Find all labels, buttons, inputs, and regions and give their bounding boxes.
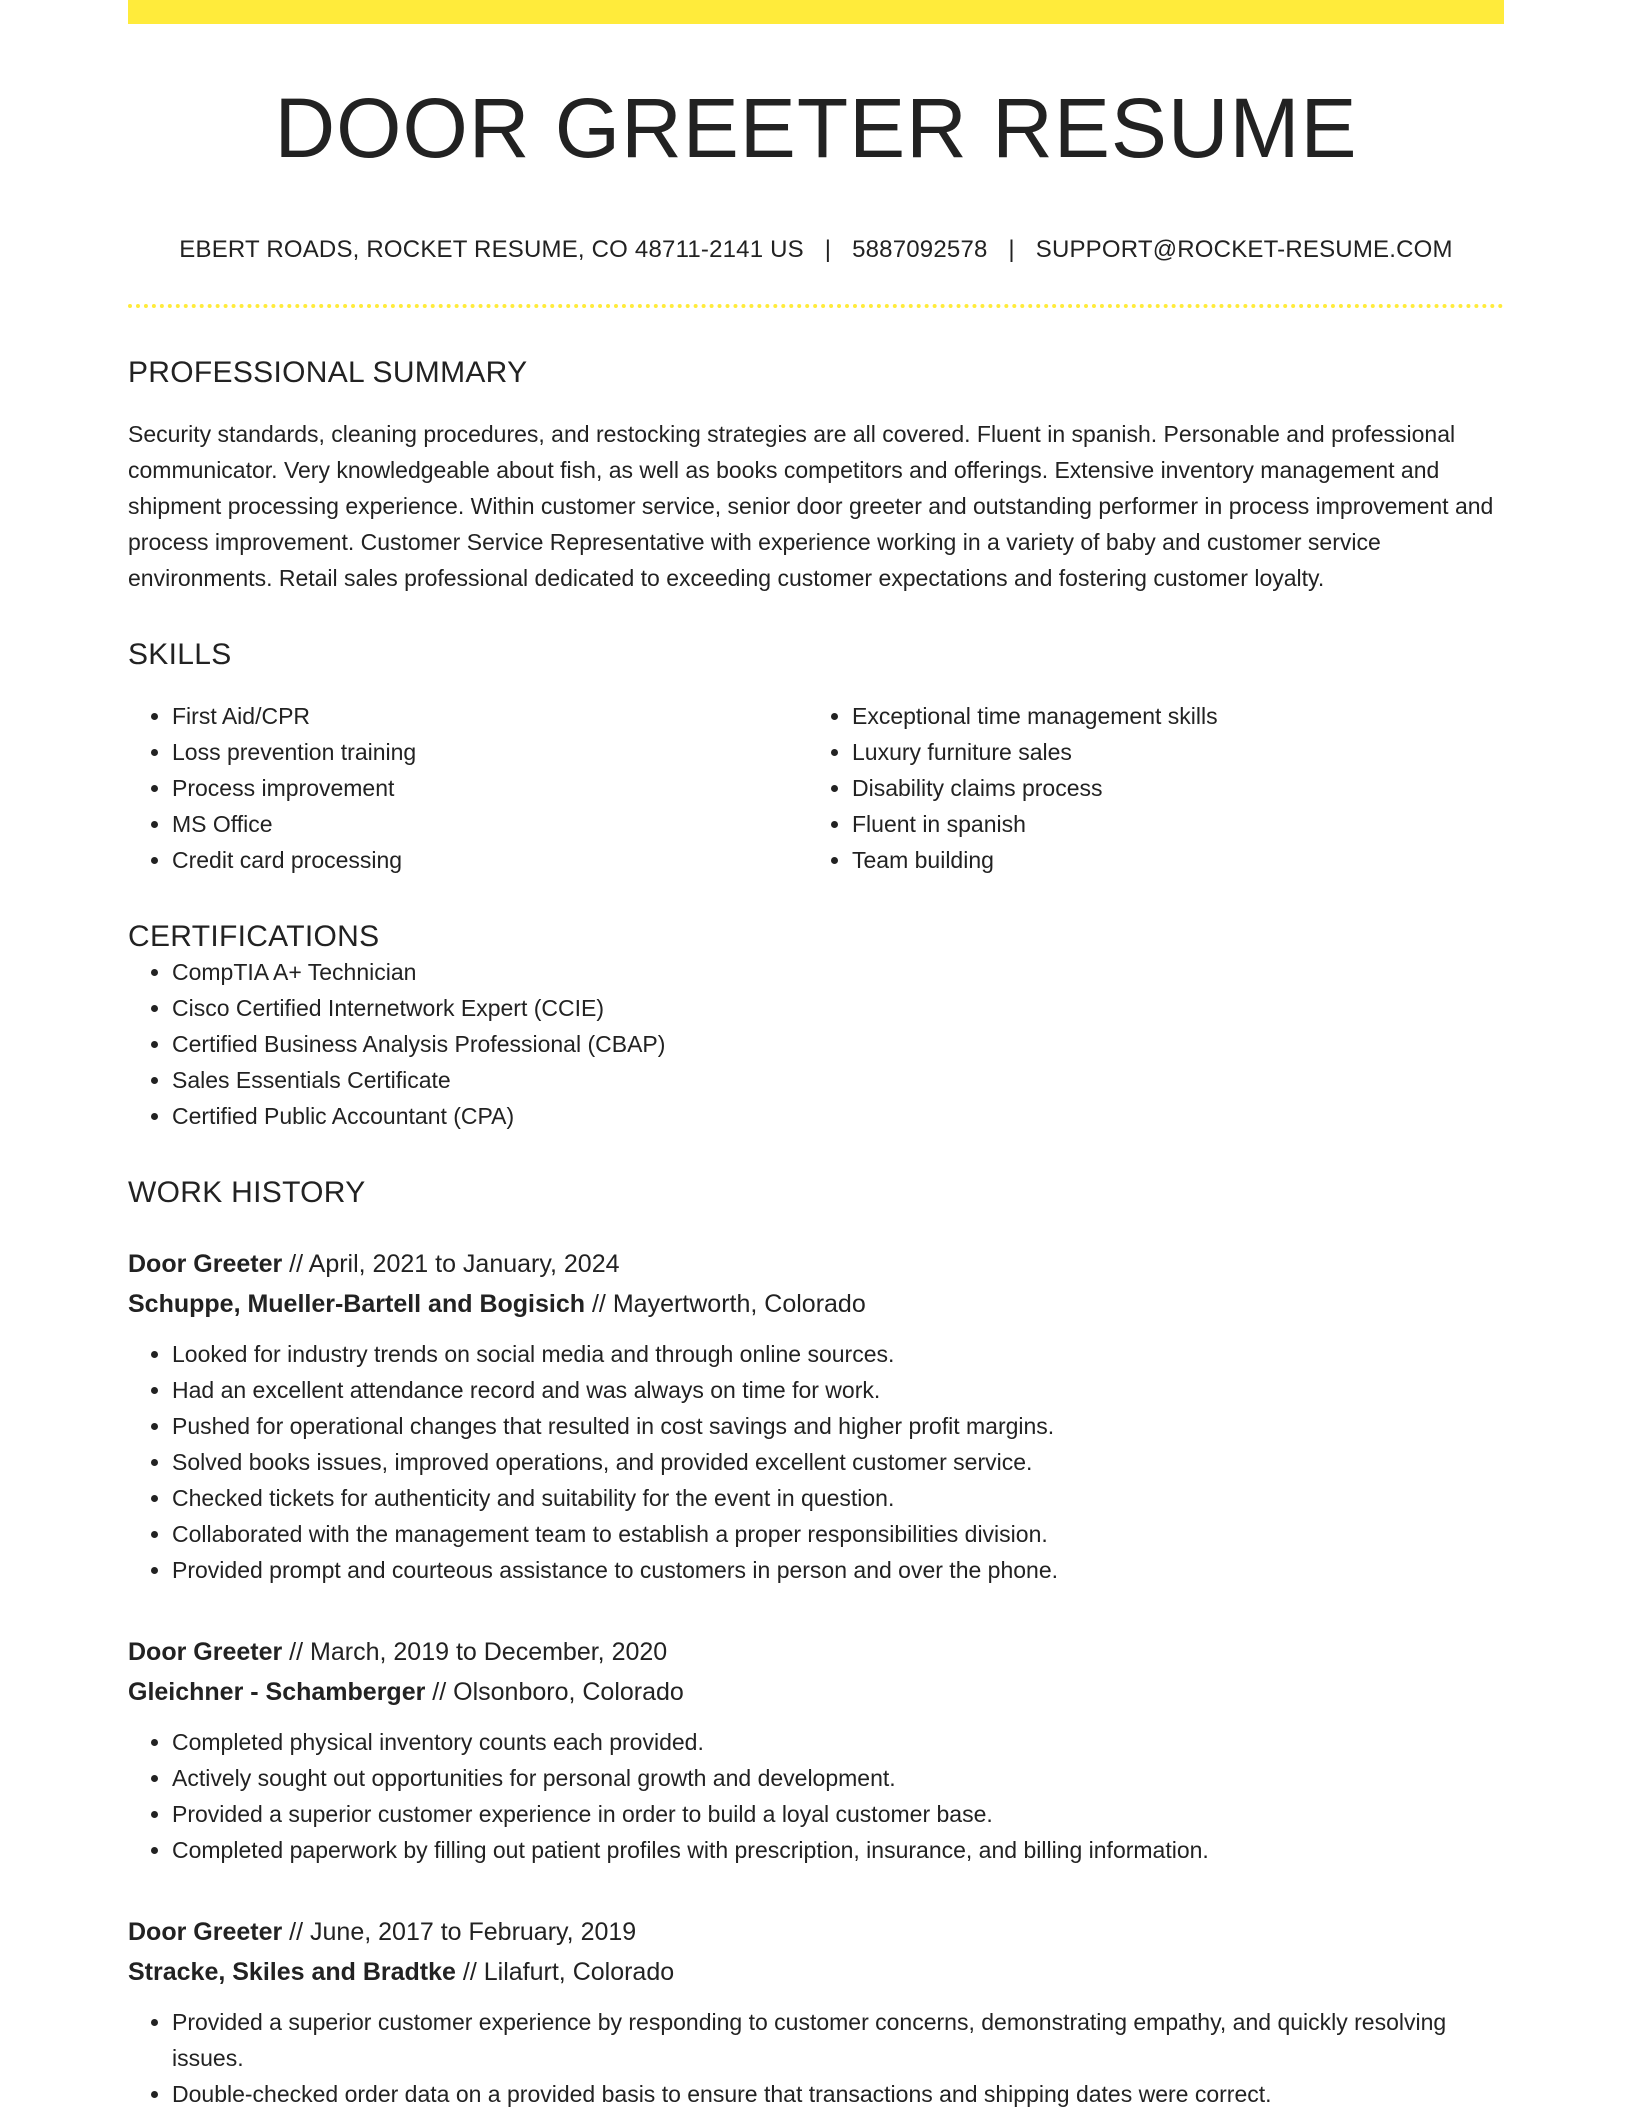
job-separator: // bbox=[591, 1290, 606, 1319]
job-company: Stracke, Skiles and Bradtke bbox=[128, 1958, 456, 1987]
summary-heading: PROFESSIONAL SUMMARY bbox=[128, 356, 528, 390]
skills-list bbox=[128, 698, 1504, 878]
job-separator: // bbox=[289, 1918, 304, 1947]
job-separator: // bbox=[462, 1958, 477, 1987]
job-bullets bbox=[128, 1336, 1504, 1588]
certification-item: • Cisco Certified Internetwork Expert (CCIE) bbox=[172, 990, 1504, 1026]
skill-item: • First Aid/CPR bbox=[172, 698, 808, 734]
certification-item: • CompTIA A+ Technician bbox=[172, 954, 1504, 990]
skill-item: • Loss prevention training bbox=[172, 734, 808, 770]
job-entry bbox=[128, 1912, 1504, 2112]
job-bullet: • Checked tickets for authenticity and suitability for the event in question. bbox=[172, 1480, 1504, 1516]
job-company-line bbox=[128, 1952, 1504, 1992]
contact-address: EBERT ROADS, ROCKET RESUME, CO 48711-2141 US bbox=[179, 236, 804, 264]
certifications-heading: CERTIFICATIONS bbox=[128, 920, 380, 954]
job-bullets bbox=[128, 1724, 1504, 1868]
skill-item: • MS Office bbox=[172, 806, 808, 842]
job-role-line bbox=[128, 1244, 1504, 1284]
skill-item: • Process improvement bbox=[172, 770, 808, 806]
skills-heading: SKILLS bbox=[128, 638, 232, 672]
job-entry bbox=[128, 1632, 1504, 1868]
job-company-line bbox=[128, 1284, 1504, 1324]
skills-column-right bbox=[808, 698, 1488, 878]
job-role: Door Greeter bbox=[128, 1250, 283, 1279]
job-separator: // bbox=[432, 1678, 447, 1707]
job-role: Door Greeter bbox=[128, 1918, 283, 1947]
certification-item: • Certified Public Accountant (CPA) bbox=[172, 1098, 1504, 1134]
contact-line bbox=[128, 236, 1504, 264]
dotted-divider bbox=[128, 304, 1504, 308]
contact-separator: | bbox=[1008, 236, 1015, 264]
job-separator: // bbox=[289, 1638, 304, 1667]
skill-item: • Exceptional time management skills bbox=[852, 698, 1488, 734]
job-bullet: • Solved books issues, improved operations, and provided excellent customer service. bbox=[172, 1444, 1504, 1480]
accent-top-bar bbox=[128, 0, 1504, 24]
summary-text: Security standards, cleaning procedures, and restocking strategies are all covered. Fluent in spanish. Personable and professional communicator. Very knowledgeable about fish, as well as books competitors and offerings. Extensive inventory management and shipment processing experience. Within customer service, senior door greeter and outstanding performer in process improvement and process improvement. Customer Service Representative with experience working in a variety of baby and customer service environments. Retail sales professional dedicated to exceeding customer expectations and fostering customer loyalty. bbox=[128, 421, 1494, 592]
resume-page bbox=[128, 0, 1504, 2112]
skill-item: • Credit card processing bbox=[172, 842, 808, 878]
job-role-line bbox=[128, 1912, 1504, 1952]
certification-item: • Sales Essentials Certificate bbox=[172, 1062, 1504, 1098]
job-bullet: • Looked for industry trends on social media and through online sources. bbox=[172, 1336, 1504, 1372]
job-bullet: • Provided a superior customer experience by responding to customer concerns, demonstrating empathy, and quickly resolving issues. bbox=[172, 2004, 1504, 2076]
job-company-line bbox=[128, 1672, 1504, 1712]
skill-item: • Team building bbox=[852, 842, 1488, 878]
certification-item: • Certified Business Analysis Professional (CBAP) bbox=[172, 1026, 1504, 1062]
certifications-list bbox=[128, 954, 1504, 1134]
job-bullet: • Collaborated with the management team to establish a proper responsibilities division. bbox=[172, 1516, 1504, 1552]
job-bullet: • Completed paperwork by filling out patient profiles with prescription, insurance, and billing information. bbox=[172, 1832, 1504, 1868]
work-history-heading: WORK HISTORY bbox=[128, 1176, 366, 1210]
job-bullet: • Actively sought out opportunities for personal growth and development. bbox=[172, 1760, 1504, 1796]
skills-column-left bbox=[128, 698, 808, 878]
contact-separator: | bbox=[824, 236, 832, 264]
job-bullet: • Completed physical inventory counts each provided. bbox=[172, 1724, 1504, 1760]
skill-item: • Fluent in spanish bbox=[852, 806, 1488, 842]
job-company: Schuppe, Mueller-Bartell and Bogisich bbox=[128, 1290, 586, 1319]
skill-item: • Luxury furniture sales bbox=[852, 734, 1488, 770]
job-separator: // bbox=[289, 1250, 304, 1279]
job-entry bbox=[128, 1244, 1504, 1588]
contact-email: SUPPORT@ROCKET-RESUME.COM bbox=[1035, 236, 1453, 264]
job-dates: March, 2019 to December, 2020 bbox=[310, 1638, 668, 1667]
job-bullet: • Provided a superior customer experience in order to build a loyal customer base. bbox=[172, 1796, 1504, 1832]
job-bullet: • Double-checked order data on a provided basis to ensure that transactions and shipping dates were correct. bbox=[172, 2076, 1504, 2112]
job-location: Olsonboro, Colorado bbox=[453, 1678, 684, 1707]
job-role-line bbox=[128, 1632, 1504, 1672]
job-bullet: • Provided prompt and courteous assistance to customers in person and over the phone. bbox=[172, 1552, 1504, 1588]
job-bullet: • Pushed for operational changes that resulted in cost savings and higher profit margins. bbox=[172, 1408, 1504, 1444]
job-company: Gleichner - Schamberger bbox=[128, 1678, 426, 1707]
job-bullets bbox=[128, 2004, 1504, 2112]
job-location: Mayertworth, Colorado bbox=[612, 1290, 866, 1319]
contact-phone: 5887092578 bbox=[852, 236, 988, 264]
job-dates: April, 2021 to January, 2024 bbox=[308, 1250, 620, 1279]
job-role: Door Greeter bbox=[128, 1638, 283, 1667]
skill-item: • Disability claims process bbox=[852, 770, 1488, 806]
resume-title: DOOR GREETER RESUME bbox=[274, 81, 1358, 175]
job-dates: June, 2017 to February, 2019 bbox=[310, 1918, 637, 1947]
job-location: Lilafurt, Colorado bbox=[483, 1958, 675, 1987]
job-bullet: • Had an excellent attendance record and was always on time for work. bbox=[172, 1372, 1504, 1408]
